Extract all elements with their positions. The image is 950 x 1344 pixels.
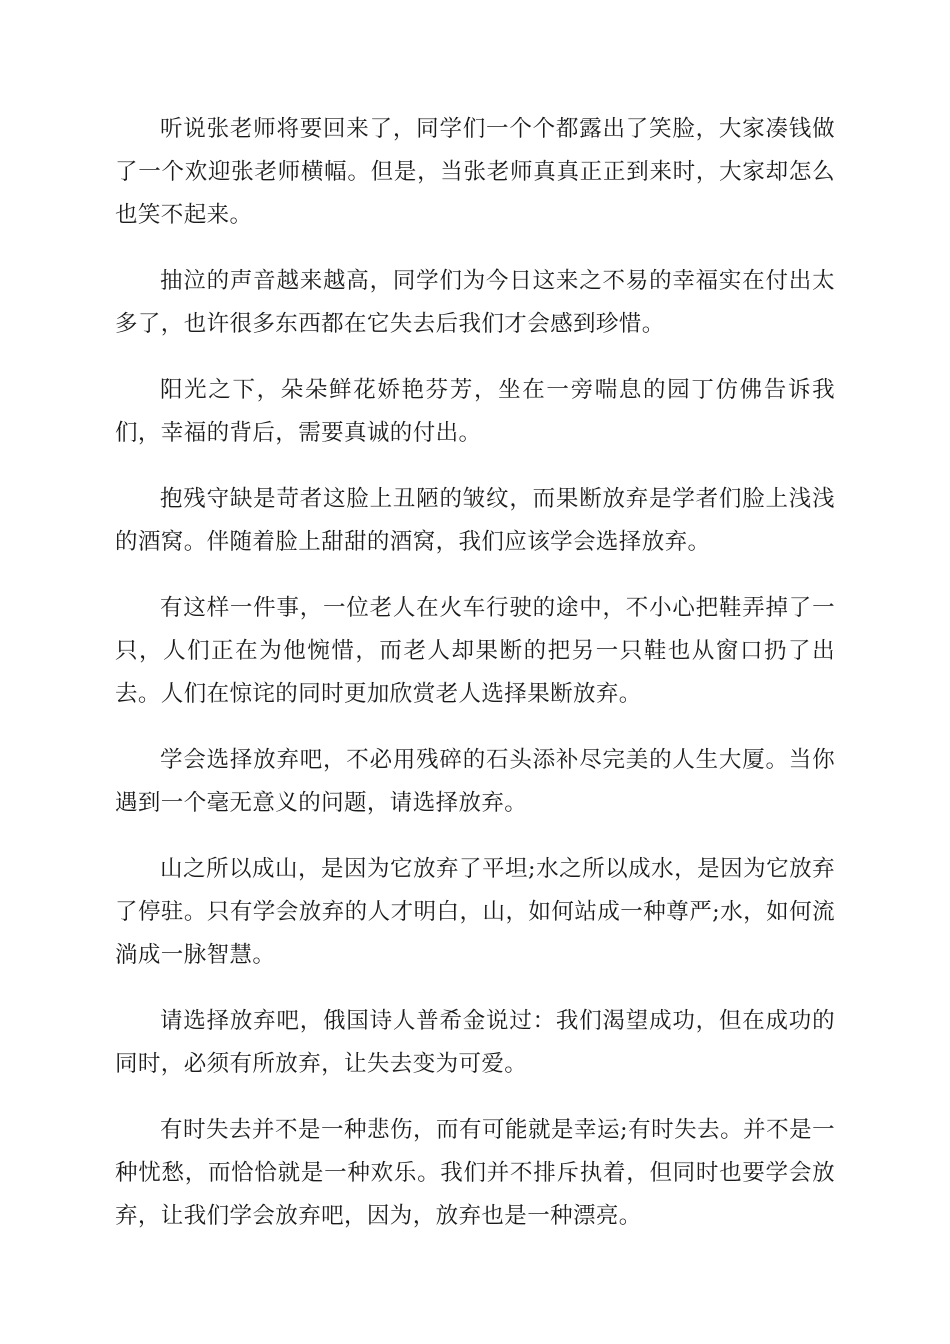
paragraph: 学会选择放弃吧，不必用残碎的石头添补尽完美的人生大厦。当你遇到一个毫无意义的问题，请选择放弃。 bbox=[115, 747, 835, 816]
paragraph: 听说张老师将要回来了，同学们一个个都露出了笑脸，大家凑钱做了一个欢迎张老师横幅。但是，当张老师真真正正到来时，大家却怎么也笑不起来。 bbox=[115, 116, 835, 228]
paragraph: 有时失去并不是一种悲伤，而有可能就是幸运;有时失去。并不是一种忧愁，而恰恰就是一种欢乐。我们并不排斥执着，但同时也要学会放弃，让我们学会放弃吧，因为，放弃也是一种漂亮。 bbox=[115, 1117, 835, 1229]
paragraph: 抽泣的声音越来越高，同学们为今日这来之不易的幸福实在付出太多了，也许很多东西都在它失去后我们才会感到珍惜。 bbox=[115, 268, 835, 337]
paragraph: 阳光之下，朵朵鲜花娇艳芬芳，坐在一旁喘息的园丁仿佛告诉我们，幸福的背后，需要真诚的付出。 bbox=[115, 377, 835, 446]
paragraph: 请选择放弃吧，俄国诗人普希金说过：我们渴望成功，但在成功的同时，必须有所放弃，让失去变为可爱。 bbox=[115, 1008, 835, 1077]
paragraph: 山之所以成山，是因为它放弃了平坦;水之所以成水，是因为它放弃了停驻。只有学会放弃的人才明白，山，如何站成一种尊严;水，如何流淌成一脉智慧。 bbox=[115, 856, 835, 968]
document-body bbox=[115, 108, 835, 1261]
paragraph: 有这样一件事，一位老人在火车行驶的途中，不小心把鞋弄掉了一只，人们正在为他惋惜，而老人却果断的把另一只鞋也从窗口扔了出去。人们在惊诧的同时更加欣赏老人选择果断放弃。 bbox=[115, 595, 835, 707]
paragraph: 抱残守缺是苛者这脸上丑陋的皱纹，而果断放弃是学者们脸上浅浅的酒窝。伴随着脸上甜甜的酒窝，我们应该学会选择放弃。 bbox=[115, 486, 835, 555]
